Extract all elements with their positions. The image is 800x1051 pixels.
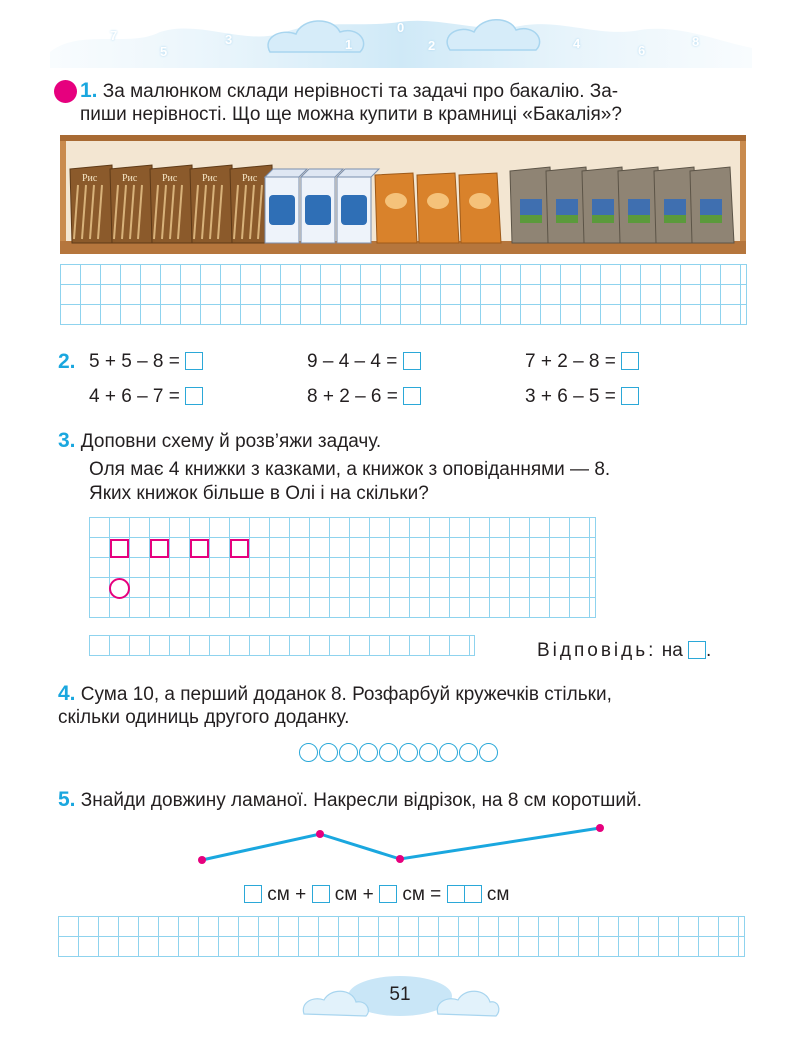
total-length-ones-box[interactable] [464, 885, 482, 903]
broken-line-vertex [198, 856, 206, 864]
cloud-digit: 3 [225, 32, 233, 47]
colorable-circle[interactable] [459, 743, 478, 762]
book-square [230, 539, 249, 558]
colorable-circle[interactable] [399, 743, 418, 762]
task-3-instruction-line [58, 428, 381, 454]
rice-bag [190, 165, 234, 243]
answer-box[interactable] [621, 352, 639, 370]
task-5-text: Знайди довжину ламаної. Накресли відрізок, на 8 см коротший. [80, 790, 642, 811]
total-length-tens-box[interactable] [447, 885, 465, 903]
answer-suffix: . [706, 640, 712, 661]
answer-box[interactable] [403, 387, 421, 405]
colorable-circle[interactable] [439, 743, 458, 762]
segment-length-box[interactable] [312, 885, 330, 903]
answer-prefix: на [661, 640, 683, 661]
colorable-circle[interactable] [339, 743, 358, 762]
rice-bag [150, 165, 194, 243]
task-5-line [58, 787, 642, 813]
task-1-line-1 [80, 78, 618, 104]
sugar-pack [375, 173, 417, 243]
task-4-text-1: Сума 10, а перший доданок 8. Розфарбуй кружечків стільки, [80, 684, 612, 705]
colorable-circle[interactable] [299, 743, 318, 762]
broken-line-vertex [396, 855, 404, 863]
colorable-circle[interactable] [479, 743, 498, 762]
colorable-circle[interactable] [319, 743, 338, 762]
task-4-text-2: скільки одиниць другого доданку. [58, 707, 350, 728]
rice-label: Рис [242, 173, 258, 184]
task-2-expression-4: 4 + 6 – 7 = [89, 384, 203, 409]
task-3-scheme-grid[interactable] [89, 517, 596, 618]
task-1-marker [54, 80, 77, 103]
task-1-answer-grid[interactable] [60, 264, 747, 325]
rice-bag [70, 165, 114, 243]
task-4-circles-row [299, 743, 499, 767]
rice-label: Рис [202, 173, 218, 184]
cloud-digit: 4 [573, 36, 581, 51]
sugar-pack [459, 173, 501, 243]
book-circle [109, 578, 130, 599]
cloud-digit: 8 [692, 34, 700, 49]
page-number: 51 [389, 984, 411, 1005]
sugar-pack [417, 173, 459, 243]
book-square [190, 539, 209, 558]
task-1-text-1: За малюнком склади нерівності та задачі про бакалію. За- [102, 81, 619, 102]
header-cloud-band [40, 8, 760, 70]
answer-box[interactable] [185, 387, 203, 405]
segment-length-box[interactable] [379, 885, 397, 903]
task-2-expression-5: 8 + 2 – 6 = [307, 384, 421, 409]
flour-bag [690, 167, 734, 243]
task-2-expression-3: 7 + 2 – 8 = [525, 349, 639, 374]
task-4-line-1 [58, 681, 612, 707]
broken-line-vertex [316, 830, 324, 838]
task-5-length-equation: см + см + см = см [244, 882, 509, 907]
grocery-shelf-illustration [60, 135, 746, 254]
segment-length-box[interactable] [244, 885, 262, 903]
answer-box[interactable] [185, 352, 203, 370]
answer-box[interactable] [403, 352, 421, 370]
task-1-number: 1. [80, 79, 98, 102]
broken-line-figure [190, 818, 610, 870]
cloud-digit: 7 [110, 28, 118, 43]
task-2-expression-6: 3 + 6 – 5 = [525, 384, 639, 409]
cloud-digit: 6 [638, 43, 646, 58]
task-5-number: 5. [58, 788, 76, 811]
task-3-text-2: Яких книжок більше в Олі і на скільки? [89, 483, 429, 504]
cloud-icon [447, 20, 540, 50]
broken-line-vertex [596, 824, 604, 832]
task-2-expression-1: 5 + 5 – 8 = [89, 349, 203, 374]
rice-label: Рис [82, 173, 98, 184]
colorable-circle[interactable] [379, 743, 398, 762]
colorable-circle[interactable] [359, 743, 378, 762]
answer-label: Відповідь: [537, 640, 657, 661]
task-1-line-2: пиши нерівності. Що ще можна купити в крамниці «Бакалія»? [80, 104, 622, 125]
book-square [110, 539, 129, 558]
task-3-answer [537, 638, 711, 663]
task-3-solution-grid[interactable] [89, 635, 475, 656]
cloud-digit: 2 [428, 38, 436, 53]
cloud-digit: 5 [160, 44, 168, 59]
cloud-digit: 0 [397, 20, 405, 35]
task-2-expression-2: 9 – 4 – 4 = [307, 349, 421, 374]
rice-bag [110, 165, 154, 243]
cloud-digit: 1 [345, 37, 353, 52]
task-3-instruction: Доповни схему й розв’яжи задачу. [80, 431, 382, 452]
task-3-number: 3. [58, 429, 76, 452]
answer-box[interactable] [688, 641, 706, 659]
colorable-circle[interactable] [419, 743, 438, 762]
book-square [150, 539, 169, 558]
rice-label: Рис [162, 173, 178, 184]
task-3-text-1: Оля має 4 книжки з казками, а книжок з оповіданнями — 8. [89, 459, 611, 480]
answer-box[interactable] [621, 387, 639, 405]
task-4-number: 4. [58, 682, 76, 705]
rice-label: Рис [122, 173, 138, 184]
task-2-number: 2. [58, 350, 76, 373]
task-5-drawing-grid[interactable] [58, 916, 745, 957]
